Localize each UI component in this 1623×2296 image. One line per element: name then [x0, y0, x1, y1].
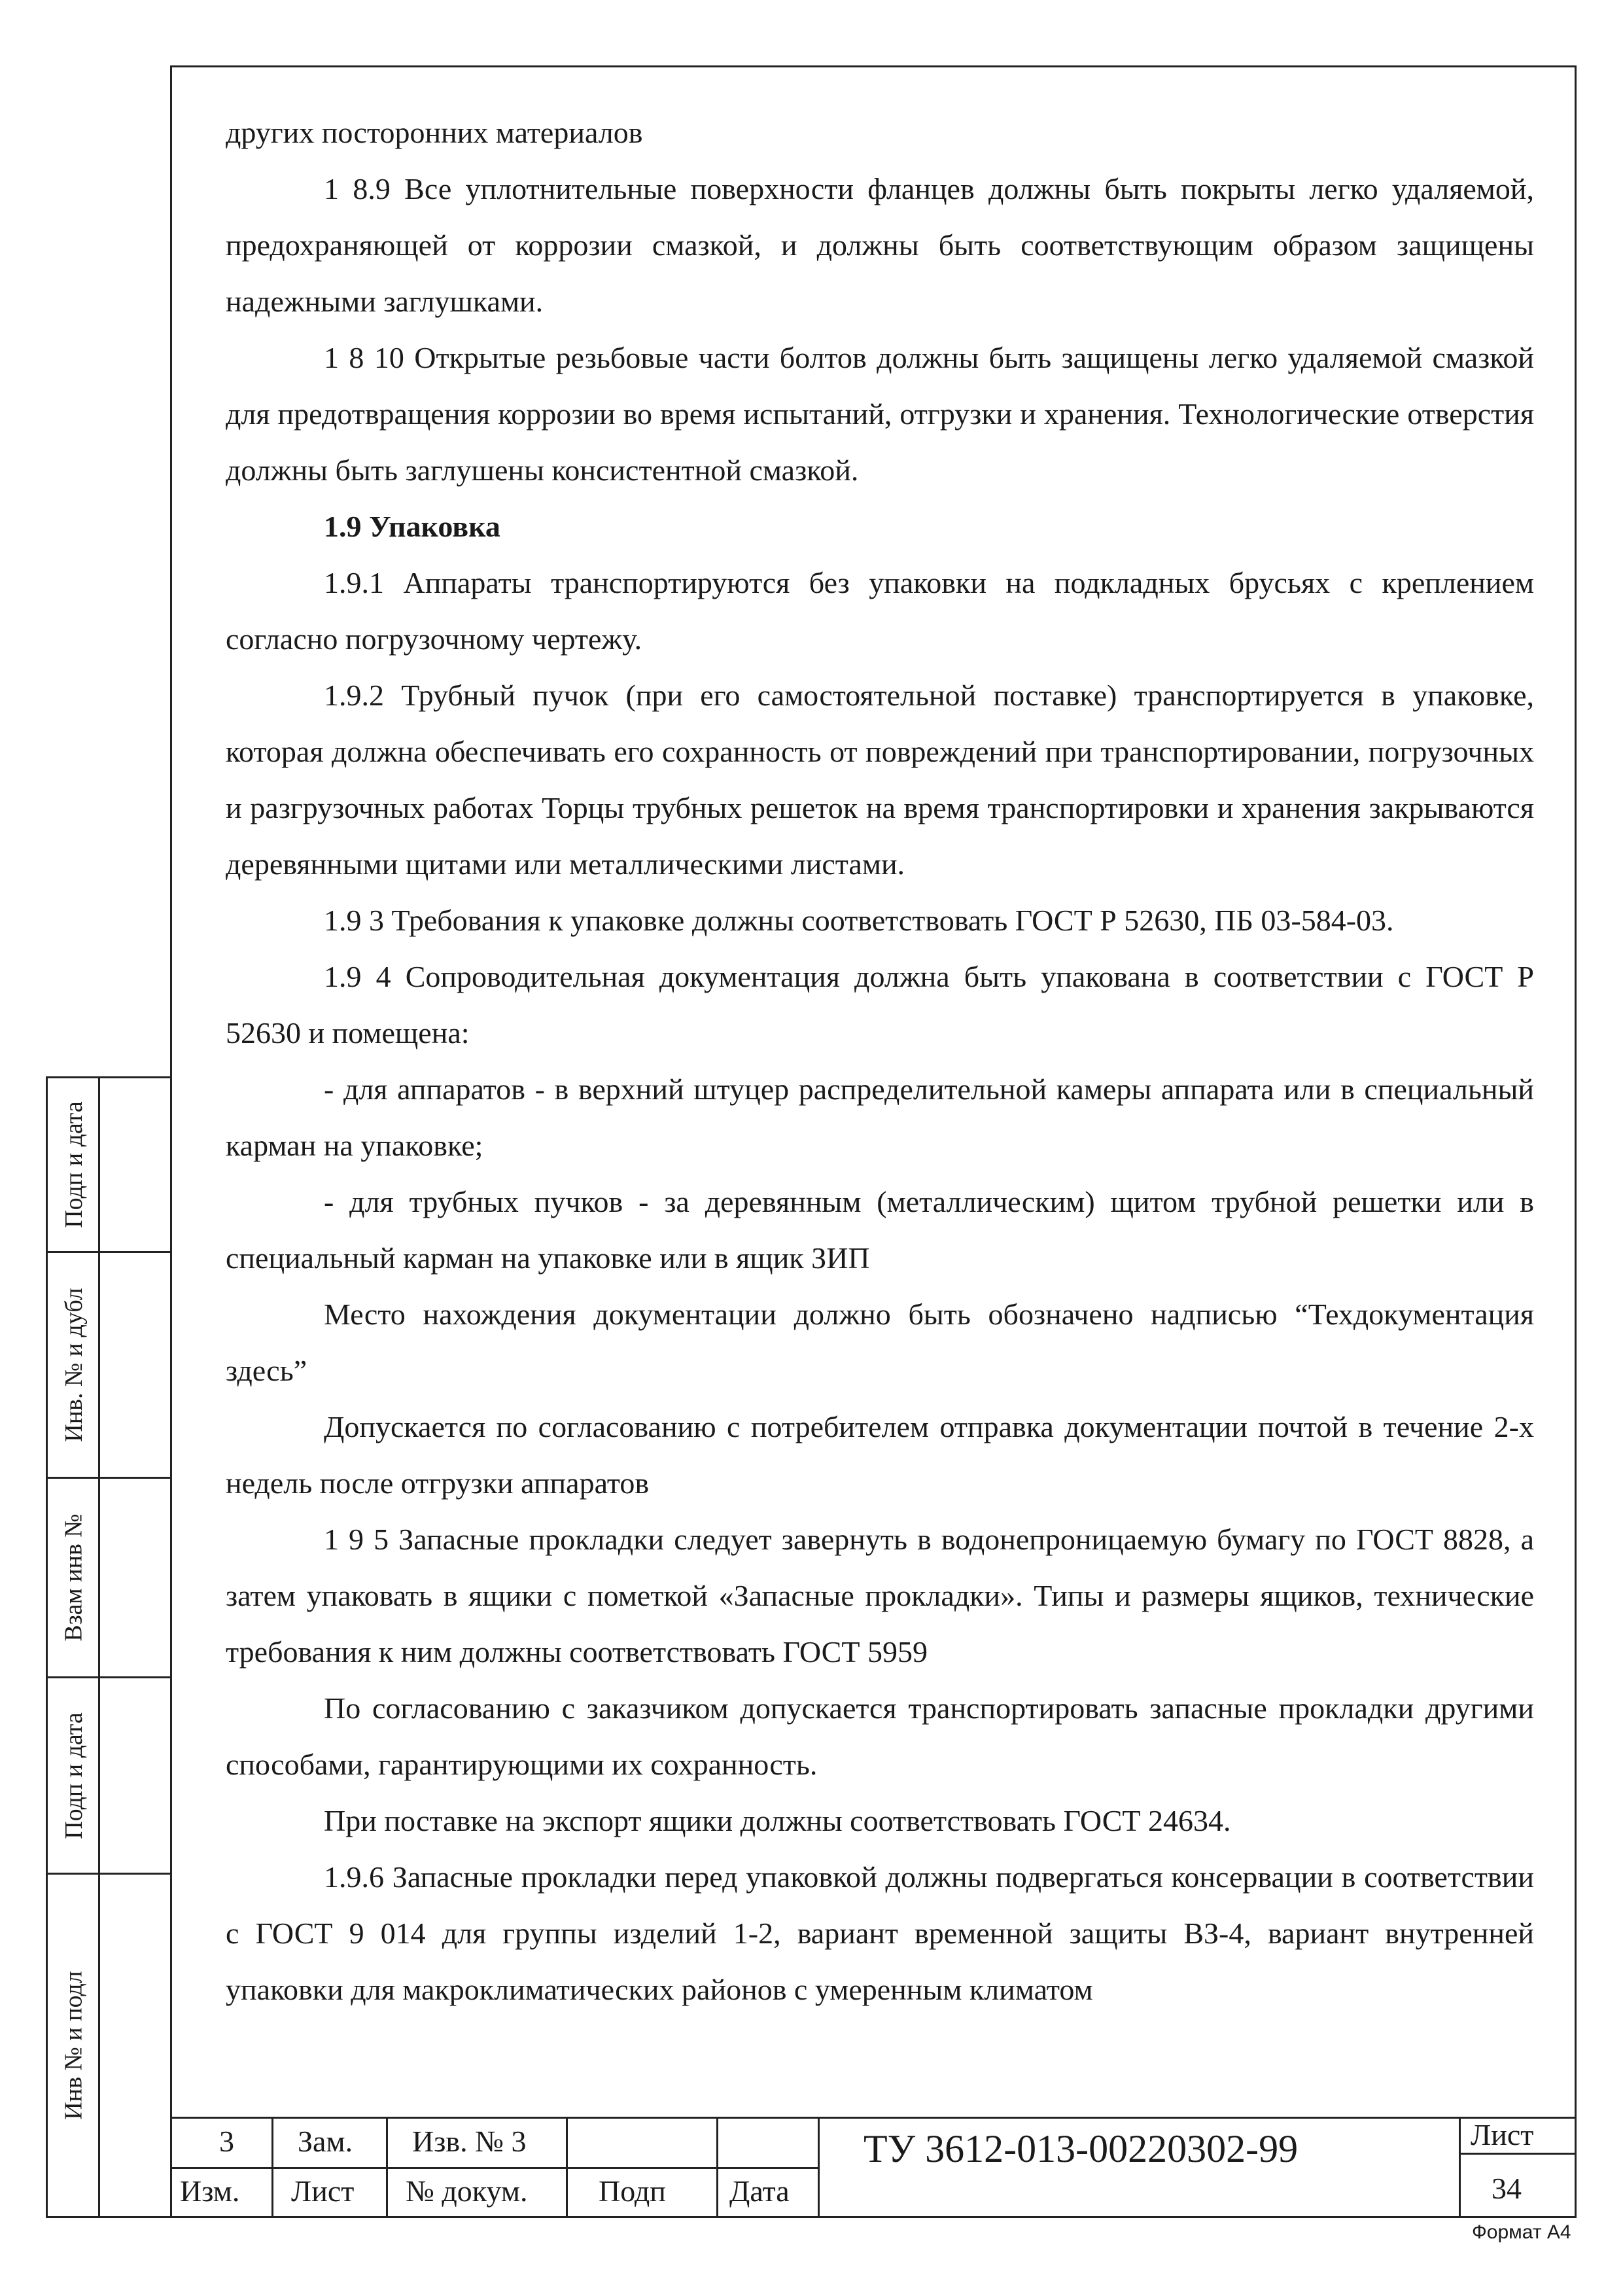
- margin-label: Взам инв №: [60, 1513, 88, 1642]
- document-code: ТУ 3612-013-00220302-99: [864, 2127, 1299, 2170]
- tb-col-line: [271, 2117, 273, 2218]
- tb-header-sign: Подп: [599, 2174, 666, 2208]
- paragraph: 1 9 5 Запасные прокладки следует завернуть в водонепроницаемую бумагу по ГОСТ 8828, а затем упаковать в ящики с пометкой «Запасные прокладки». Типы и размеры ящиков, технические требования к ним должны соответствовать ГОСТ 5959: [226, 1523, 1534, 1669]
- paragraph: 1.9.6 Запасные прокладки перед упаковкой должны подвергаться консервации в соответствии с ГОСТ 9 014 для группы изделий 1-2, вариант временной защиты ВЗ-4, вариант внутренней упаковки для макроклиматических районов с умеренным климатом: [226, 1860, 1534, 2006]
- paragraph: По согласованию с заказчиком допускается транспортировать запасные прокладки другими способами, гарантирующими их сохранность.: [226, 1691, 1534, 1781]
- tb-header-izm: Изм.: [180, 2174, 240, 2208]
- paragraph: 1 8.9 Все уплотнительные поверхности фланцев должны быть покрыты легко удаляемой, предохраняющей от коррозии смазкой, и должны быть соответствующим образом защищены надежными заглушками.: [226, 172, 1534, 318]
- tb-col-line: [386, 2117, 388, 2218]
- paragraph: других посторонних материалов: [226, 116, 643, 149]
- sheet-number: 34: [1492, 2172, 1522, 2205]
- paragraph: 1.9.1 Аппараты транспортируются без упаковки на подкладных брусьях с креплением согласно погрузочному чертежу.: [226, 566, 1534, 656]
- tb-top-line: [170, 2117, 1577, 2119]
- paragraph: - для трубных пучков - за деревянным (металлическим) щитом трубной решетки или в специальный карман на упаковке или в ящик ЗИП: [226, 1185, 1534, 1275]
- tb-change-number: 3: [219, 2125, 234, 2158]
- margin-cell-inv-podl: [46, 1875, 170, 2218]
- format-label: Формат А4: [1472, 2221, 1571, 2243]
- margin-cell-signature-date-1: [46, 1076, 170, 1253]
- margin-label: Подп и дата: [60, 1101, 88, 1228]
- tb-col-line: [716, 2117, 718, 2218]
- paragraph: При поставке на экспорт ящики должны соответствовать ГОСТ 24634.: [324, 1804, 1231, 1837]
- tb-middle-line: [170, 2167, 818, 2169]
- tb-header-doc: № докум.: [406, 2174, 528, 2208]
- paragraph: 1.9.2 Трубный пучок (при его самостоятельной поставке) транспортируется в упаковке, которая должна обеспечивать его сохранность от повреждений при транспортировании, погрузочных и разгрузочных работах Торцы трубных решеток на время транспортировки и хранения закрываются деревянными щитами или металлическими листами.: [226, 679, 1534, 881]
- tb-change-sheet: Зам.: [298, 2125, 353, 2158]
- tb-sheet-line: [1459, 2153, 1577, 2155]
- sheet-label: Лист: [1471, 2118, 1534, 2151]
- tb-col-line: [1459, 2117, 1461, 2218]
- margin-cell-signature-date-2: [46, 1678, 170, 1875]
- tb-header-list: Лист: [291, 2174, 355, 2208]
- margin-cell-vzam-inv: [46, 1479, 170, 1678]
- tb-header-date: Дата: [729, 2174, 790, 2208]
- paragraph: Допускается по согласованию с потребителем отправка документации почтой в течение 2-х недель после отгрузки аппаратов: [226, 1410, 1534, 1500]
- paragraph: 1.9 3 Требования к упаковке должны соответствовать ГОСТ Р 52630, ПБ 03-584-03.: [324, 904, 1394, 937]
- tb-col-line: [818, 2117, 820, 2218]
- margin-divider: [98, 1076, 100, 2218]
- tb-col-line: [566, 2117, 568, 2218]
- tb-change-doc: Изв. № 3: [412, 2125, 527, 2158]
- section-heading: 1.9 Упаковка: [324, 510, 500, 543]
- margin-label: Инв № и подл: [60, 1971, 88, 2120]
- paragraph: - для аппаратов - в верхний штуцер распределительной камеры аппарата или в специальный карман на упаковке;: [226, 1072, 1534, 1162]
- paragraph: 1 8 10 Открытые резьбовые части болтов должны быть защищены легко удаляемой смазкой для предотвращения коррозии во время испытаний, отгрузки и хранения. Технологические отверстия должны быть заглушены консистентной смазкой.: [226, 341, 1534, 487]
- margin-label: Подп и дата: [60, 1712, 88, 1839]
- paragraph: Место нахождения документации должно быть обозначено надписью “Техдокументация здесь”: [226, 1298, 1534, 1387]
- margin-cell-inv-dubl: [46, 1253, 170, 1479]
- paragraph: 1.9 4 Сопроводительная документация должна быть упакована в соответствии с ГОСТ Р 52630 и помещена:: [226, 960, 1534, 1050]
- document-body: [226, 105, 1534, 2018]
- margin-label: Инв. № и дубл: [60, 1288, 88, 1442]
